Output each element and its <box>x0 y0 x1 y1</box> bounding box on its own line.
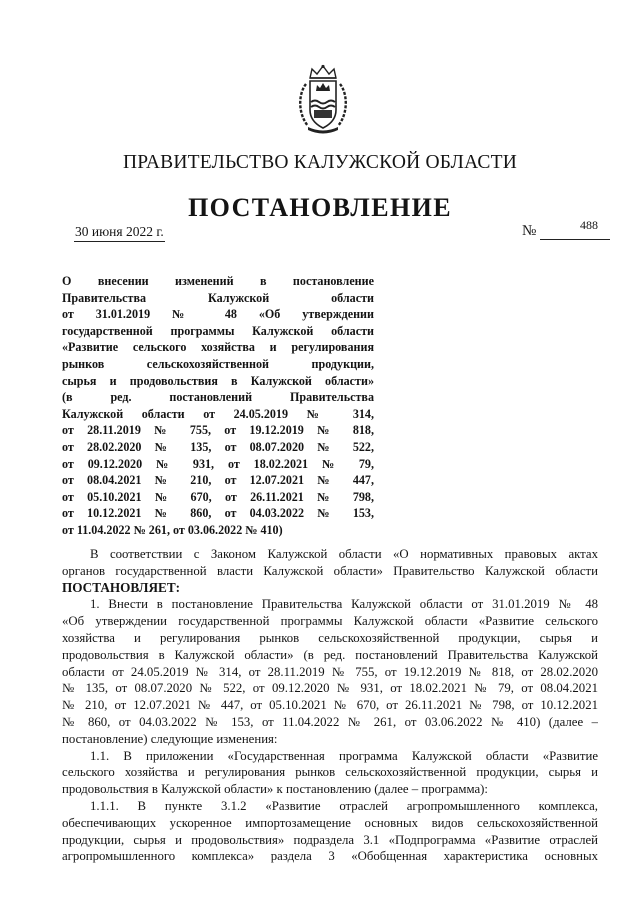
body-line: области от 24.05.2019 № 314, от 28.11.2019 № 755, от 19.12.2019 № 818, от 28.02.2020 <box>62 664 598 679</box>
body-line: «Об утверждении государственной программы Калужской области «Развитие сельского <box>62 614 598 629</box>
subject-line: от 11.04.2022 № 261, от 03.06.2022 № 410) <box>62 522 283 537</box>
body-line: № 135, от 08.07.2020 № 522, от 09.12.2020 № 931, от 18.02.2021 № 79, от 08.04.2021 <box>62 681 598 696</box>
subject-line: от 28.11.2019 № 755, от 19.12.2019 № 818, <box>62 423 374 438</box>
body-line-decree-keyword: ПОСТАНОВЛЯЕТ: <box>62 579 181 595</box>
document-number: 488 <box>580 218 598 232</box>
subject-line: Правительства Калужской области <box>62 290 374 305</box>
document-number-label: № <box>522 223 537 239</box>
document-date: 30 июня 2022 г. <box>74 224 165 242</box>
document-body <box>62 546 598 865</box>
document-type-heading: ПОСТАНОВЛЕНИЕ <box>188 193 452 222</box>
subject-line: Калужской области от 24.05.2019 № 314, <box>62 406 374 421</box>
organization-title: ПРАВИТЕЛЬСТВО КАЛУЖСКОЙ ОБЛАСТИ <box>123 152 517 173</box>
subject-line: от 05.10.2021 № 670, от 26.11.2021 № 798, <box>62 489 374 504</box>
body-line: продукции, сырья и продовольствия» подраздела 3.1 «Подпрограмма «Развитие отраслей <box>62 832 598 847</box>
body-line: агропромышленного комплекса» раздела 3 «Обобщенная характеристика основных <box>62 849 598 864</box>
subject-line: от 09.12.2020 № 931, от 18.02.2021 № 79, <box>62 456 374 471</box>
body-line: постановление) следующие изменения: <box>62 731 278 746</box>
subject-line: сырья и продовольствия в Калужской области» <box>62 373 374 388</box>
body-line: сельского хозяйства и регулирования рынков сельскохозяйственной продукции, сырья и <box>62 765 598 780</box>
document-number-underline <box>540 239 610 240</box>
subject-line: О внесении изменений в постановление <box>62 274 374 288</box>
subject-line: рынков сельскохозяйственной продукции, <box>62 356 374 371</box>
document-subject <box>62 273 374 539</box>
subject-line: государственной программы Калужской области <box>62 323 374 338</box>
body-line: В соответствии с Законом Калужской области «О нормативных правовых актах <box>90 547 598 561</box>
subject-line: от 08.04.2021 № 210, от 12.07.2021 № 447, <box>62 473 374 488</box>
body-line: 1. Внести в постановление Правительства Калужской области от 31.01.2019 № 48 <box>90 597 598 612</box>
body-line: органов государственной власти Калужской области» Правительство Калужской области <box>62 563 598 578</box>
body-line: 1.1. В приложении «Государственная программа Калужской области «Развитие <box>90 748 598 763</box>
subject-line: от 10.12.2021 № 860, от 04.03.2022 № 153, <box>62 506 374 521</box>
subject-line: (в ред. постановлений Правительства <box>62 390 374 405</box>
body-line: 1.1.1. В пункте 3.1.2 «Развитие отраслей агропромышленного комплекса, <box>90 798 598 813</box>
body-line: продовольствия в Калужской области» к постановлению (далее – программа): <box>62 782 488 797</box>
coat-of-arms-icon <box>296 64 350 136</box>
subject-line: от 31.01.2019 № 48 «Об утверждении <box>62 307 374 322</box>
body-line: № 860, от 04.03.2022 № 153, от 11.04.2022 № 261, от 03.06.2022 № 410) (далее – <box>62 714 598 729</box>
subject-line: от 28.02.2020 № 135, от 08.07.2020 № 522, <box>62 439 374 454</box>
body-line: обеспечивающих ускоренное импортозамещение основных видов сельскохозяйственной <box>62 815 598 830</box>
body-line: № 210, от 12.07.2021 № 447, от 05.10.2021 № 670, от 26.11.2021 № 798, от 10.12.2021 <box>62 698 598 713</box>
subject-line: «Развитие сельского хозяйства и регулирования <box>62 340 374 355</box>
body-line: хозяйства и регулирования рынков сельскохозяйственной продукции, сырья и <box>62 630 598 645</box>
body-line: продовольствия в Калужской области» (в ред. постановлений Правительства Калужской <box>62 647 598 662</box>
